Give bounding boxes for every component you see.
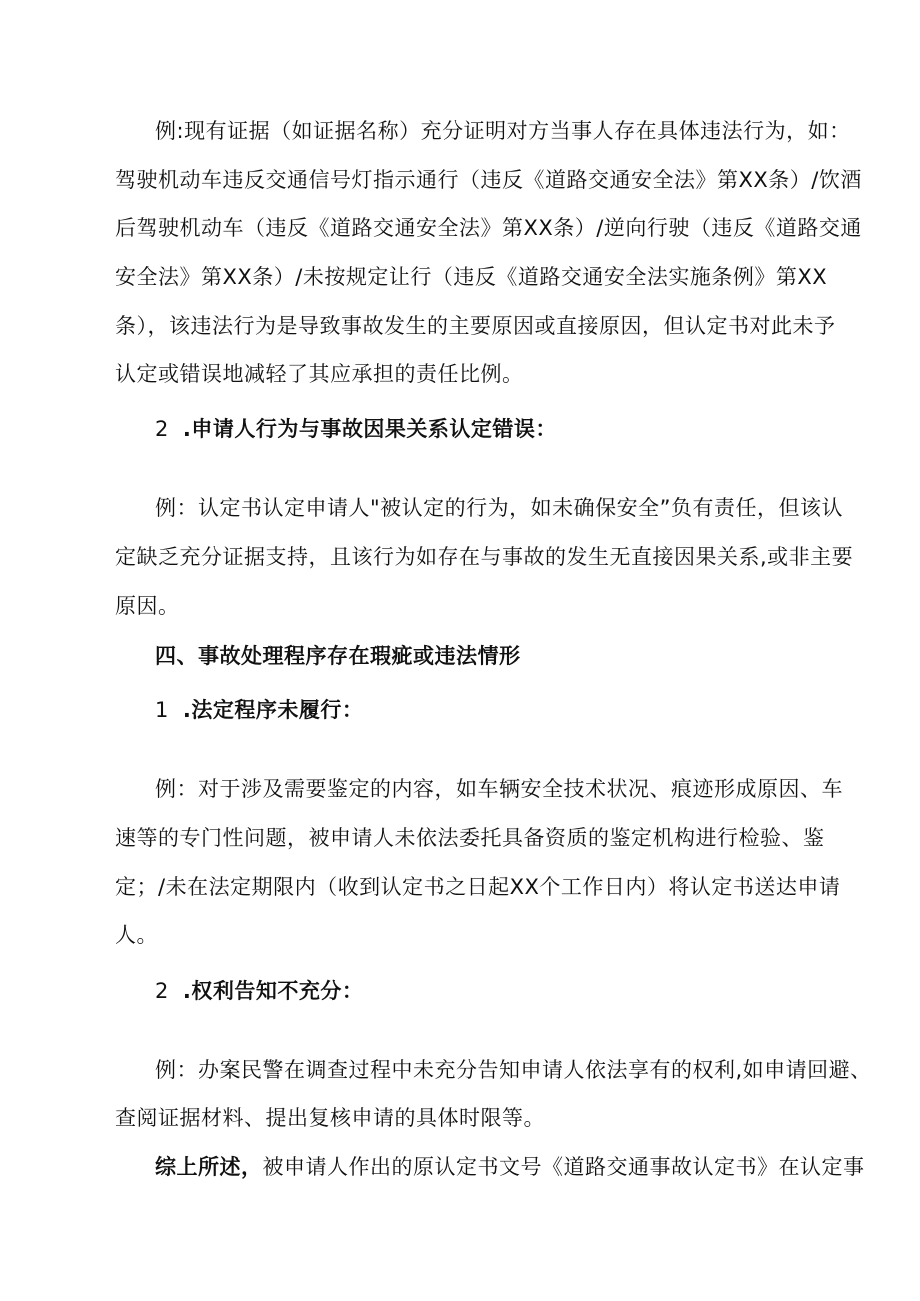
item-number: 2 — [155, 417, 169, 441]
example-1-line-5: 条），该违法行为是导致事故发生的主要原因或直接原因，但认定书对此未予 — [115, 314, 836, 338]
example-4-line-2: 查阅证据材料、提出复核申请的具体时限等。 — [115, 1106, 545, 1130]
item-number: 2 — [155, 979, 169, 1003]
example-1-line-6: 认定或错误地减轻了其应承担的责任比例。 — [115, 362, 524, 386]
example-2-line-3: 原因。 — [115, 594, 180, 618]
example-1-line-3: 后驾驶机动车（违反《道路交通安全法》第XX条）/逆向行驶（违反《道路交通 — [115, 216, 862, 240]
example-3-line-1: 例：对于涉及需要鉴定的内容，如车辆安全技术状况、痕迹形成原因、车 — [155, 777, 843, 801]
item-heading-text: .法定程序未履行： — [182, 698, 364, 722]
example-1-line-2: 驾驶机动车违反交通信号灯指示通行（违反《道路交通安全法》第XX条）/饮酒 — [115, 168, 862, 192]
item-heading-text: .申请人行为与事故因果关系认定错误： — [182, 417, 557, 441]
summary-line — [155, 1153, 865, 1181]
item-heading-text: .权利告知不充分： — [182, 979, 364, 1003]
example-4-line-1: 例：办案民警在调查过程中未充分告知申请人依法享有的权利,如申请回避、 — [155, 1058, 872, 1082]
example-1-line-1: 例:现有证据（如证据名称）充分证明对方当事人存在具体违法行为，如： — [155, 119, 851, 143]
item-1-procedure-heading — [155, 696, 363, 724]
item-2-rights-heading — [155, 977, 363, 1005]
example-3-line-2: 速等的专门性问题，被申请人未依法委托具备资质的鉴定机构进行检验、鉴 — [115, 826, 825, 850]
example-3-line-4: 人。 — [115, 923, 158, 947]
summary-text: 被申请人作出的原认定书文号《道路交通事故认定书》在认定事 — [262, 1155, 865, 1179]
section-4-heading: 四、事故处理程序存在瑕疵或违法情形 — [155, 644, 521, 668]
example-3-line-3: 定；/未在法定期限内（收到认定书之日起XX个工作日内）将认定书送达申请 — [115, 875, 841, 899]
example-2-line-1: 例：认定书认定申请人"被认定的行为，如未确保安全”负有责任，但该认 — [155, 496, 844, 520]
example-1-line-4: 安全法》第XX条）/未按规定让行（违反《道路交通安全法实施条例》第XX — [115, 265, 828, 289]
item-2-causation-heading — [155, 415, 557, 443]
example-2-line-2: 定缺乏充分证据支持，且该行为如存在与事故的发生无直接因果关系,或非主要 — [115, 545, 854, 569]
item-number: 1 — [155, 698, 169, 722]
summary-lead: 综上所述， — [155, 1155, 263, 1179]
